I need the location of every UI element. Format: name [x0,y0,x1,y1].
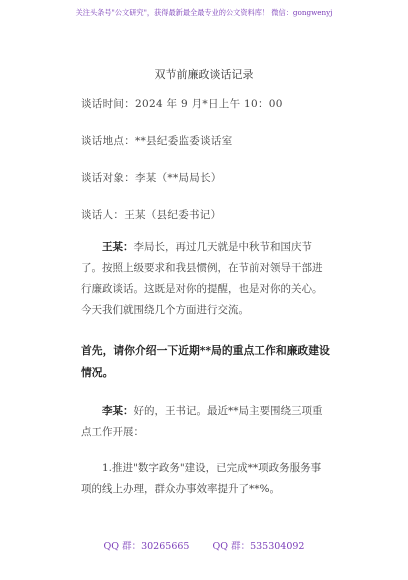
paragraph-text: 李局长，再过几天就是中秋节和国庆节了。按照上级要求和我县惯例，在节前对领导干部进行廉政谈话。这既是对你的提醒，也是对你的关心。今天我们就围绕几个方面进行交流。 [81,241,323,316]
paragraph-li-reply [81,401,331,443]
footer [0,538,408,552]
speaker-label: 王某： [102,241,134,253]
speaker-label: 李某： [102,405,134,417]
document-title: 双节前廉政谈话记录 [154,68,254,81]
paragraph-item-1 [81,458,331,500]
meta-target: 谈话对象：李某（**局局长） [81,172,222,184]
footer-qq-group-1: QQ 群：30265665 [103,541,190,552]
footer-qq-group-2: QQ 群：535304092 [212,541,305,552]
meta-speaker: 谈话人：王某（县纪委书记） [81,209,222,221]
section-heading: 首先，请你介绍一下近期**局的重点工作和廉政建设情况。 [81,344,330,379]
meta-time: 谈话时间：2024 年 9 月*日上午 10：00 [81,98,283,110]
meta-place: 谈话地点：**县纪委监委谈话室 [81,135,233,147]
header-banner: 关注头条号"公文研究"，获得最新最全最专业的公文资料库！ 微信：gongwenyj [75,8,333,17]
paragraph-wang-opening [81,237,331,321]
paragraph-text: 1.推进"数字政务"建设，已完成**项政务服务事项的线上办理，群众办事效率提升了**%。 [81,462,322,495]
paragraph-text: 好的，王书记。最近**局主要围绕三项重点工作开展： [81,405,323,438]
